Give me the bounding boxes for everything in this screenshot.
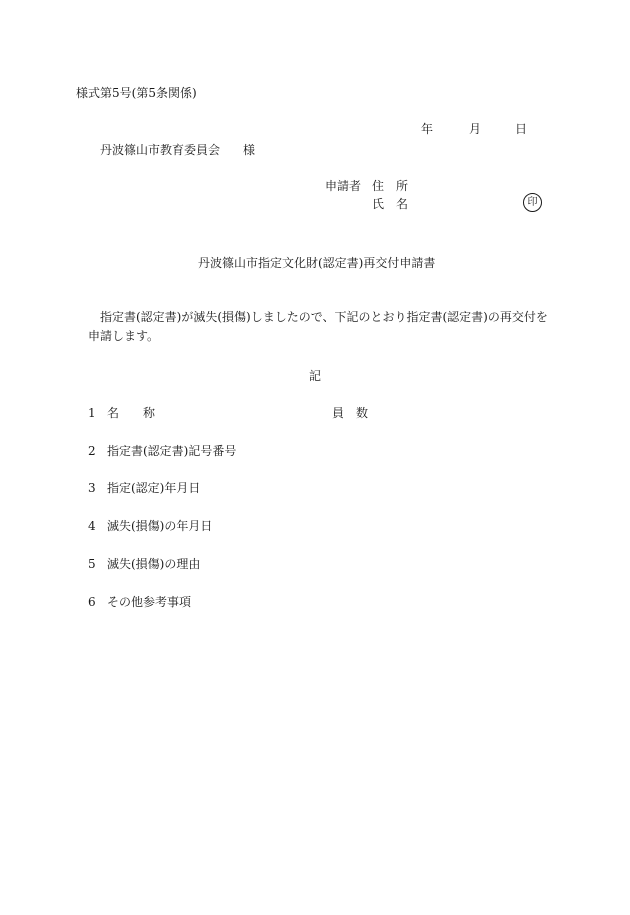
item-number: 4 <box>88 519 96 533</box>
applicant-label: 申請者 <box>325 179 362 193</box>
date-year: 年 <box>421 122 434 136</box>
item-label: 指定(認定)年月日 <box>107 481 201 495</box>
applicant-address-label: 住 所 <box>372 179 409 193</box>
item-label: 指定書(認定書)記号番号 <box>107 444 237 458</box>
item-label: 名 称 <box>107 406 156 420</box>
item-number: 1 <box>88 406 96 420</box>
date-month: 月 <box>469 122 482 136</box>
item-number: 6 <box>88 595 96 609</box>
item-label: 滅失(損傷)の理由 <box>107 557 201 571</box>
date-day: 日 <box>515 122 528 136</box>
body-text: 指定書(認定書)が滅失(損傷)しましたので、下記のとおり指定書(認定書)の再交付を申請します。 <box>88 310 548 343</box>
form-label: 様式第5号(第5条関係) <box>76 86 197 100</box>
item-label: その他参考事項 <box>107 595 192 609</box>
addressee-name: 丹波篠山市教育委員会 <box>100 143 221 157</box>
item-label: 滅失(損傷)の年月日 <box>107 519 213 533</box>
item-number: 2 <box>88 444 96 458</box>
item-extra-label: 員 数 <box>332 406 369 420</box>
item-number: 3 <box>88 481 96 495</box>
item-number: 5 <box>88 557 96 571</box>
document-title: 丹波篠山市指定文化財(認定書)再交付申請書 <box>198 256 436 270</box>
applicant-name-label: 氏 名 <box>372 197 409 211</box>
addressee-honorific: 様 <box>243 143 256 157</box>
ki-heading: 記 <box>309 369 322 383</box>
seal-mark: 印 <box>523 193 542 212</box>
